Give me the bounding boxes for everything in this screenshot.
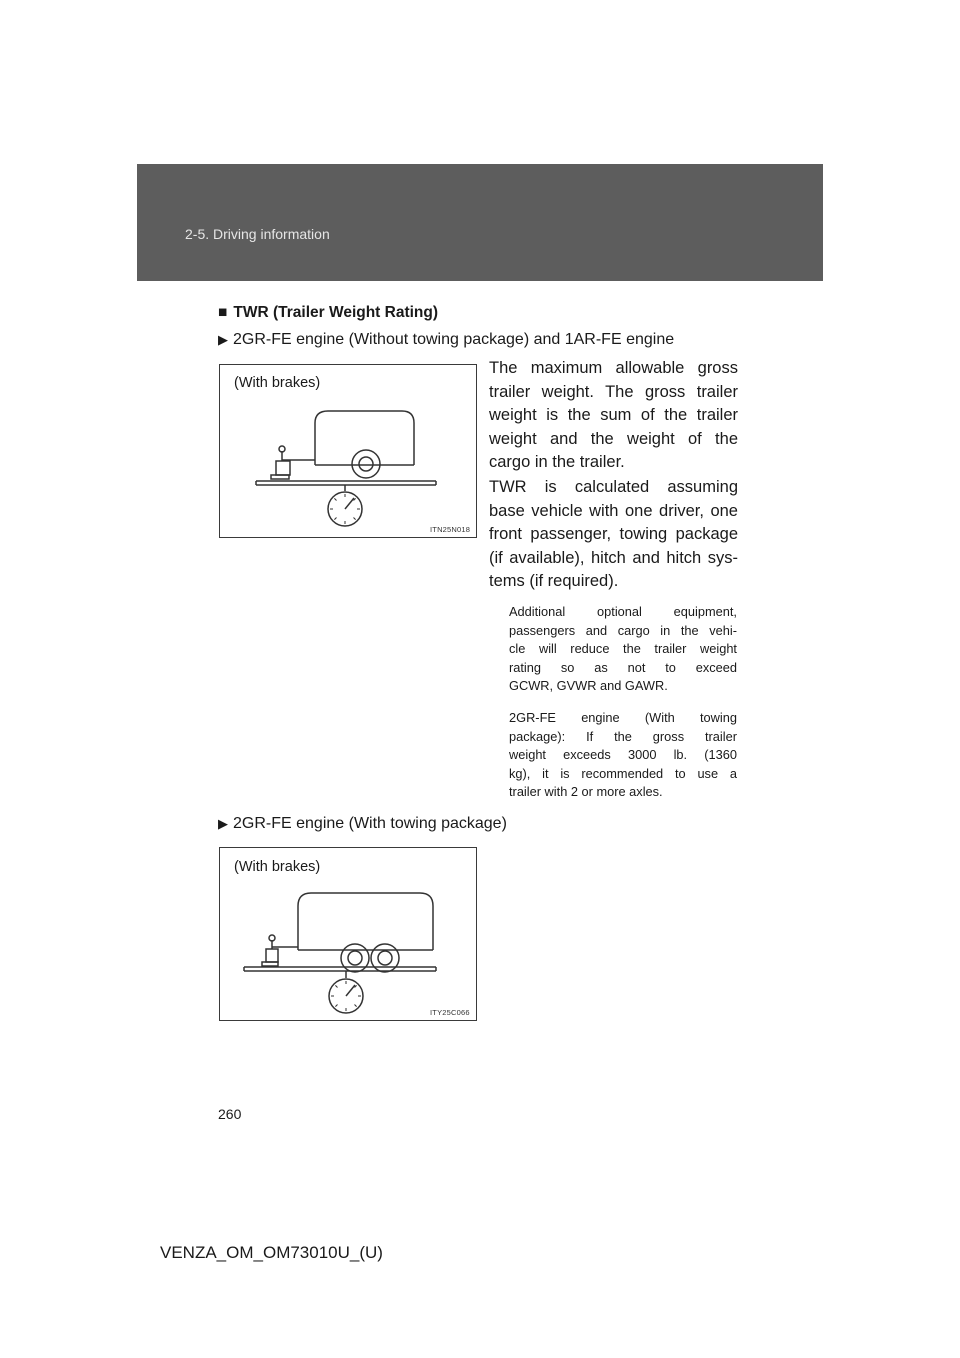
bullet-without-towing <box>218 331 674 349</box>
text-line: Additional optional equipment, <box>509 604 737 619</box>
triangle-bullet-icon: ▶ <box>218 332 228 347</box>
figure-label: (With brakes) <box>234 375 321 391</box>
double-axle-trailer-illustration <box>220 848 476 1020</box>
bullet-with-towing <box>218 815 507 833</box>
header-band <box>137 164 823 281</box>
text-line: 2GR-FE engine (With towing <box>509 710 737 725</box>
paragraph-definition <box>489 357 738 475</box>
figure-label: (With brakes) <box>234 859 321 875</box>
text-line: rating so as not to exceed <box>509 659 737 675</box>
figure-double-axle <box>219 847 477 1021</box>
document-code: VENZA_OM_OM73010U_(U) <box>160 1243 383 1262</box>
page-number: 260 <box>218 1106 242 1122</box>
text-line: passengers and cargo in the vehi- <box>509 622 737 638</box>
section-label: 2-5. Driving information <box>185 226 330 242</box>
figure-code: ITY25C066 <box>430 1008 470 1017</box>
text-line: cargo in the trailer. <box>489 453 625 471</box>
text-line: (if available), hitch and hitch sys- <box>489 548 738 567</box>
subheading-text: TWR (Trailer Weight Rating) <box>233 304 439 321</box>
bullet-text: 2GR-FE engine (Without towing package) and 1AR-FE engine <box>233 331 675 348</box>
note-axles <box>509 709 737 802</box>
text-line: trailer with 2 or more axles. <box>509 784 663 799</box>
note-equipment <box>509 603 737 696</box>
text-line: weight exceeds 3000 lb. (1360 <box>509 747 737 762</box>
subheading <box>218 304 438 322</box>
text-line: package): If the gross trailer <box>509 728 737 744</box>
bullet-text: 2GR-FE engine (With towing package) <box>233 815 507 832</box>
square-bullet-icon: ■ <box>218 304 228 321</box>
text-line: front passenger, towing package <box>489 525 738 543</box>
text-line: base vehicle with one driver, one <box>489 501 738 520</box>
text-line: trailer weight. The gross trailer <box>489 382 738 401</box>
paragraph-calculation <box>489 476 738 594</box>
triangle-bullet-icon: ▶ <box>218 816 228 831</box>
text-line: The maximum allowable gross <box>489 359 738 377</box>
figure-code: ITN25N018 <box>430 525 471 534</box>
text-line: weight and the weight of the <box>489 429 738 448</box>
text-line: GCWR, GVWR and GAWR. <box>509 678 668 693</box>
figure-single-axle <box>219 364 477 538</box>
text-line: weight is the sum of the trailer <box>489 406 738 424</box>
text-line: TWR is calculated assuming <box>489 478 738 496</box>
text-line: kg), it is recommended to use a <box>509 765 737 781</box>
text-line: tems (if required). <box>489 572 619 590</box>
text-line: cle will reduce the trailer weight <box>509 641 737 656</box>
single-axle-trailer-illustration <box>220 365 476 537</box>
